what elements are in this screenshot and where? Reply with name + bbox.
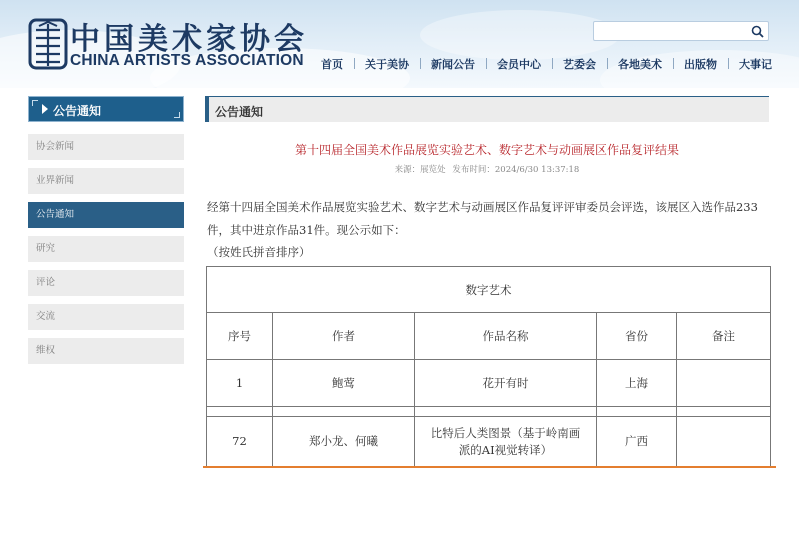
article-source: 来源：展览处 [394, 165, 446, 175]
content-header [205, 96, 769, 122]
table-header-row [207, 313, 771, 360]
column-header-work-title: 作品名称 [415, 313, 597, 360]
results-table [206, 266, 771, 467]
cell-province: 上海 [597, 360, 677, 407]
results-table-container [206, 266, 770, 467]
sidebar-item-research[interactable]: 研究 [28, 236, 184, 262]
sidebar-item-exchange[interactable]: 交流 [28, 304, 184, 330]
article-title: 第十四届全国美术作品展览实验艺术、数字艺术与动画展区作品复评结果 [294, 143, 679, 157]
cell-author: 鲍莺 [273, 360, 415, 407]
cell-remarks [677, 360, 771, 407]
article-body: 经第十四届全国美术作品展览实验艺术、数字艺术与动画展区作品复评评审委员会评选，该展区入选作品233件，其中进京作品31件。现公示如下： [207, 200, 758, 237]
highlight-underline [203, 466, 776, 468]
column-header-number: 序号 [207, 313, 273, 360]
sidebar-item-association-news[interactable]: 协会新闻 [28, 134, 184, 160]
article-sort-note: （按姓氏拼音排序） [207, 245, 311, 259]
nav-publications[interactable]: 出版物 [673, 56, 728, 72]
column-header-remarks: 备注 [677, 313, 771, 360]
search-input[interactable] [598, 24, 744, 39]
nav-members[interactable]: 会员中心 [486, 56, 552, 72]
cell-number: 72 [207, 417, 273, 467]
table-omitted-rows [207, 407, 771, 417]
nav-about[interactable]: 关于美协 [354, 56, 420, 72]
cell-remarks [677, 417, 771, 467]
nav-regional-art[interactable]: 各地美术 [607, 56, 673, 72]
nav-timeline[interactable]: 大事记 [728, 56, 783, 72]
main-nav [310, 56, 783, 72]
table-row [207, 360, 771, 407]
association-emblem-icon[interactable] [28, 18, 68, 70]
nav-news[interactable]: 新闻公告 [420, 56, 486, 72]
sidebar-item-industry-news[interactable]: 业界新闻 [28, 168, 184, 194]
sidebar-item-announcements[interactable]: 公告通知 [28, 202, 184, 228]
sidebar-title: 公告通知 [53, 104, 102, 118]
content-section-title: 公告通知 [215, 105, 264, 119]
sidebar-item-rights[interactable]: 维权 [28, 338, 184, 364]
table-row [207, 417, 771, 467]
nav-home[interactable]: 首页 [321, 59, 343, 71]
table-caption: 数字艺术 [207, 267, 771, 313]
cell-number: 1 [207, 360, 273, 407]
cell-province: 广西 [597, 417, 677, 467]
sidebar-menu [28, 134, 184, 372]
triangle-bullet-icon [41, 103, 49, 115]
content-header-accent [205, 97, 209, 122]
cell-work-title: 比特后人类图景（基于岭南画派的AI视觉转译） [415, 417, 597, 467]
nav-committees[interactable]: 艺委会 [552, 56, 607, 72]
cell-author: 郑小龙、何曦 [273, 417, 415, 467]
article-meta [205, 163, 769, 175]
site-header [0, 0, 799, 88]
sidebar-item-reviews[interactable]: 评论 [28, 270, 184, 296]
article-published-time: 发布时间：2024/6/30 13:37:18 [452, 165, 580, 175]
sidebar-header [28, 96, 184, 122]
cell-work-title: 花开有时 [415, 360, 597, 407]
site-logo-english[interactable]: CHINA ARTISTS ASSOCIATION [70, 52, 304, 69]
search-icon[interactable] [751, 25, 764, 38]
site-logo-chinese[interactable]: 中国美术家协会 [70, 22, 308, 57]
column-header-author: 作者 [273, 313, 415, 360]
column-header-province: 省份 [597, 313, 677, 360]
search-box [593, 21, 769, 41]
